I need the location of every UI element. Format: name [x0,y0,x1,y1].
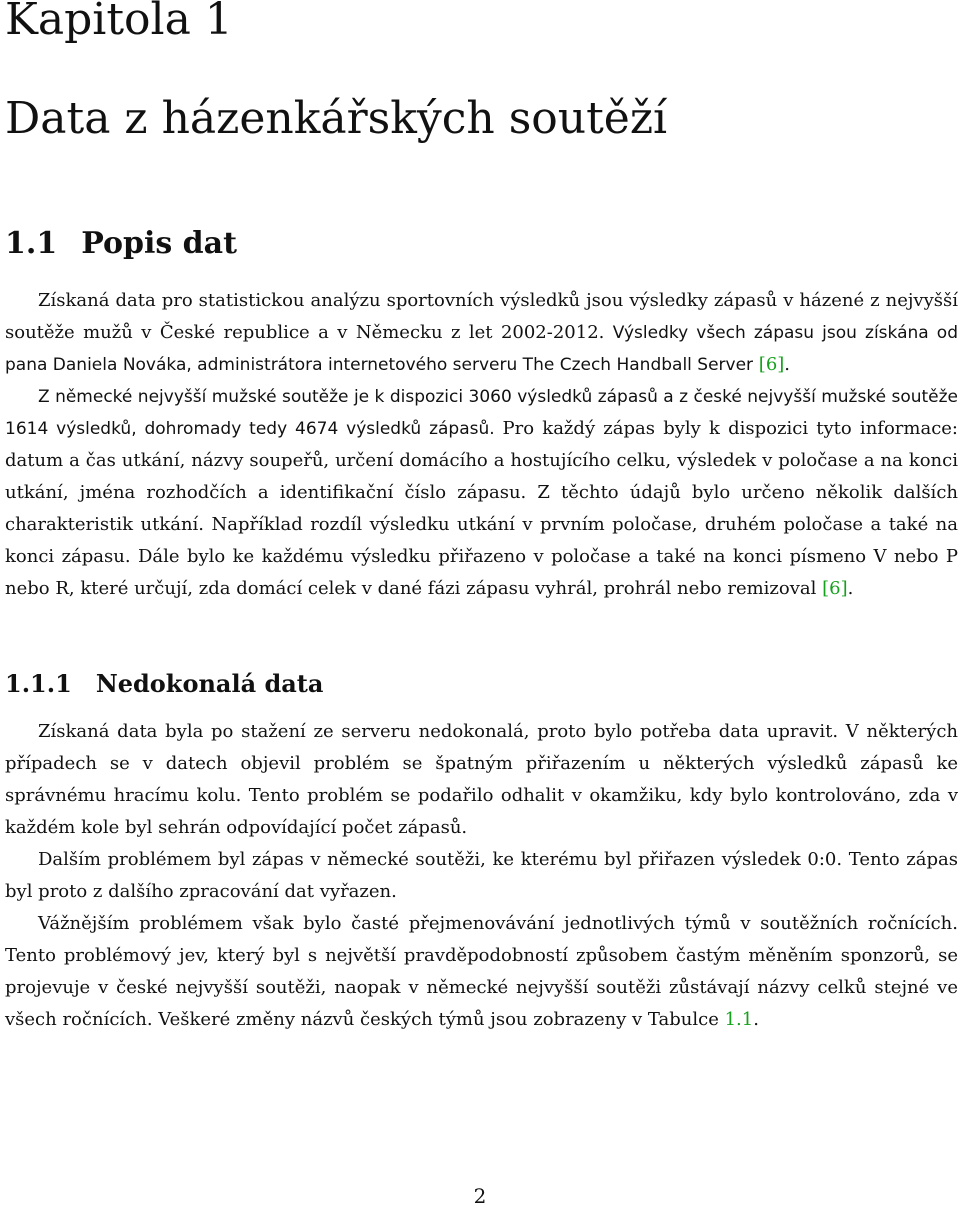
paragraph-text: . [753,1009,759,1030]
paragraph [5,908,958,1036]
subsection-heading [5,668,323,700]
citation-link[interactable]: [6] [822,578,848,599]
paragraph [5,381,958,605]
paragraph-text: Získaná data pro statistickou analýzu sportovních výsledků jsou výsledky zápasů v házené z nejvyšší soutěže mužů v České republice a v Německu z let 2002-2012. [5,290,958,343]
chapter-title: Data z házenkářských soutěží [5,93,668,144]
paragraph-text-sans: Z německé nejvyšší mužské soutěže je k dispozici 3060 výsledků zápasů a z české nejvyšší mužské soutěže 1614 výsledků, dohromady tedy 4674 výsledků zápasů. [5,387,958,439]
section-body [5,285,958,605]
page-number: 2 [473,1184,487,1208]
paragraph-text: Vážnějším problémem však bylo časté přejmenovávání jednotlivých týmů v soutěžních ročnících. Tento problémový jev, který byl s největší pravděpodobností způsobem častým měněním sponzorů, se projevuje v české nejvyšší soutěži, naopak v německé nejvyšší soutěži zůstávají názvy celků stejné ve všech ročnících. Veškeré změny názvů českých týmů jsou zobrazeny v Tabulce [5,913,958,1030]
citation-link[interactable]: [6] [758,354,785,375]
paragraph-text: . [784,354,791,375]
subsection-title: Nedokonalá data [95,669,324,698]
paragraph [5,285,958,381]
paragraph-text: Pro každý zápas byly k dispozici tyto informace: datum a čas utkání, názvy soupeřů, určení domácího a hostujícího celku, výsledek v poločase a na konci utkání, jména rozhodčích a identifikační číslo zápasu. Z těchto údajů bylo určeno několik dalších charakteristik utkání. Například rozdíl výsledku utkání v prvním poločase, druhém poločase a také na konci zápasu. Dále bylo ke každému výsledku přiřazeno v poločase a také na konci písmeno V nebo P nebo R, které určují, zda domácí celek v dané fázi zápasu vyhrál, prohrál nebo remizoval [5,418,958,599]
section-title: Popis dat [81,226,237,261]
chapter-label: Kapitola 1 [5,0,233,45]
table-reference-link[interactable]: 1.1 [724,1009,754,1030]
section-number: 1.1 [5,226,58,261]
paragraph-text: . [847,578,854,599]
paragraph: Dalším problémem byl zápas v německé soutěži, ke kterému byl přiřazen výsledek 0:0. Tento zápas byl proto z dalšího zpracování dat vyřazen. [5,849,958,902]
section-heading [5,224,237,264]
subsection-number: 1.1.1 [5,669,72,698]
subsection-body [5,716,958,1036]
paragraph-text-sans: Výsledky všech zápasu jsou získána od pana Daniela Nováka, administrátora internetového serveru The Czech Handball Server [5,323,958,375]
paragraph: Získaná data byla po stažení ze serveru nedokonalá, proto bylo potřeba data upravit. V některých případech se v datech objevil problém se špatným přiřazením u některých výsledků zápasů ke správnému hracímu kolu. Tento problém se podařilo odhalit v okamžiku, kdy bylo kontrolováno, zda v každém kole byl sehrán odpovídající počet zápasů. [5,721,958,838]
